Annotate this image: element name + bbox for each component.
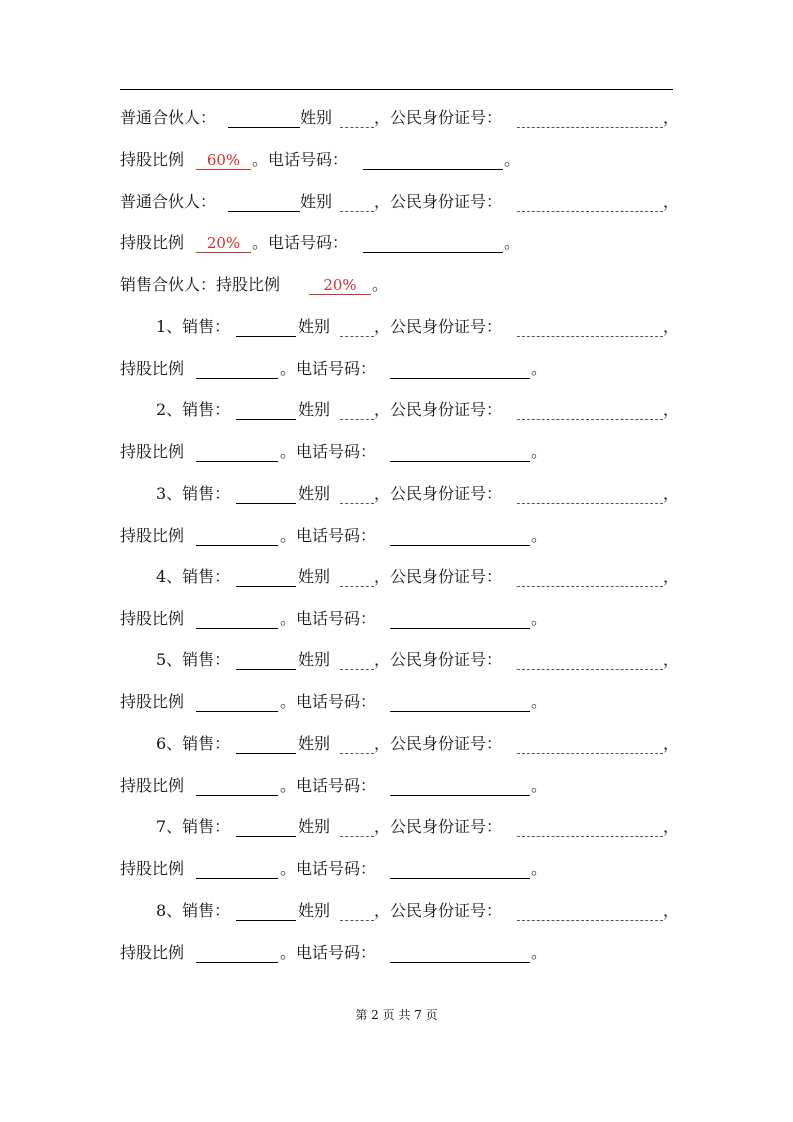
id-number-field[interactable] — [517, 814, 663, 837]
sales-label: 4、销售： — [156, 567, 231, 586]
period: 。 — [531, 526, 548, 545]
share-label: 持股比例 — [120, 859, 185, 878]
general-partner-label: 普通合伙人： — [120, 192, 217, 211]
id-number-field[interactable] — [517, 564, 663, 587]
sales-label: 7、销售： — [156, 817, 231, 836]
phone-field[interactable] — [390, 439, 530, 462]
comma: ， — [663, 817, 680, 836]
comma: ， — [663, 650, 680, 669]
gender-field[interactable] — [340, 397, 374, 420]
id-label: ，公民身份证号： — [374, 650, 503, 669]
comma: ， — [663, 484, 680, 503]
sales-partner-line — [0, 272, 793, 298]
phone-label: 。电话号码： — [252, 150, 349, 169]
phone-label: 。电话号码： — [280, 943, 377, 962]
gender-label: 姓别 — [298, 317, 331, 336]
phone-field[interactable] — [390, 523, 530, 546]
gender-field[interactable] — [340, 314, 374, 337]
sales-entry-7-line1 — [0, 814, 793, 840]
gender-field[interactable] — [340, 481, 374, 504]
gender-label: 姓别 — [298, 567, 331, 586]
phone-label: 。电话号码： — [280, 859, 377, 878]
share-value: 20% — [206, 234, 241, 252]
phone-field[interactable] — [363, 230, 503, 253]
id-label: ，公民身份证号： — [374, 108, 503, 127]
sales-partner-label: 销售合伙人：持股比例 — [120, 275, 281, 294]
share-field[interactable] — [196, 523, 278, 546]
name-field[interactable] — [236, 564, 296, 587]
name-field[interactable] — [228, 189, 300, 212]
sales-entry-5-line2 — [0, 689, 793, 715]
gender-label: 姓别 — [298, 650, 331, 669]
gender-field[interactable] — [340, 647, 374, 670]
sales-label: 8、销售： — [156, 901, 231, 920]
sales-label: 2、销售： — [156, 400, 231, 419]
sales-label: 1、销售： — [156, 317, 231, 336]
period: 。 — [531, 609, 548, 628]
sales-label: 3、销售： — [156, 484, 231, 503]
share-field[interactable] — [196, 230, 251, 253]
id-label: ，公民身份证号： — [374, 400, 503, 419]
sales-entry-8-line1 — [0, 898, 793, 924]
name-field[interactable] — [236, 397, 296, 420]
period: 。 — [531, 359, 548, 378]
gender-field[interactable] — [340, 105, 374, 128]
comma: ， — [663, 400, 680, 419]
period: 。 — [531, 692, 548, 711]
sales-entry-1-line1 — [0, 314, 793, 340]
comma: ， — [663, 192, 680, 211]
id-number-field[interactable] — [517, 189, 663, 212]
id-number-field[interactable] — [517, 898, 663, 921]
id-label: ，公民身份证号： — [374, 734, 503, 753]
share-label: 持股比例 — [120, 150, 185, 169]
sales-share-value: 20% — [323, 276, 357, 294]
comma: ， — [663, 901, 680, 920]
general-partner-1-line2 — [0, 147, 793, 173]
phone-label: 。电话号码： — [280, 609, 377, 628]
header-rule — [120, 89, 673, 90]
general-partner-label: 普通合伙人： — [120, 108, 217, 127]
gender-field[interactable] — [340, 731, 374, 754]
general-partner-2-line1 — [0, 189, 793, 215]
comma: ， — [663, 108, 680, 127]
period: 。 — [372, 275, 389, 294]
phone-label: 。电话号码： — [280, 776, 377, 795]
gender-label: 姓别 — [300, 108, 333, 127]
id-label: ，公民身份证号： — [374, 484, 503, 503]
sales-entry-4-line2 — [0, 606, 793, 632]
sales-entry-2-line1 — [0, 397, 793, 423]
gender-field[interactable] — [340, 189, 374, 212]
id-number-field[interactable] — [517, 314, 663, 337]
sales-entry-1-line2 — [0, 356, 793, 382]
gender-field[interactable] — [340, 564, 374, 587]
share-value: 60% — [206, 151, 241, 169]
id-label: ，公民身份证号： — [374, 192, 503, 211]
sales-entry-4-line1 — [0, 564, 793, 590]
period: 。 — [504, 150, 521, 169]
share-label: 持股比例 — [120, 776, 185, 795]
gender-label: 姓别 — [298, 817, 331, 836]
gender-label: 姓别 — [300, 192, 333, 211]
phone-field[interactable] — [390, 356, 530, 379]
page-footer: 第 2 页 共 7 页 — [355, 1008, 438, 1022]
name-field[interactable] — [228, 105, 300, 128]
gender-field[interactable] — [340, 898, 374, 921]
id-label: ，公民身份证号： — [374, 817, 503, 836]
share-field[interactable] — [196, 856, 278, 879]
phone-label: 。电话号码： — [280, 692, 377, 711]
name-field[interactable] — [236, 814, 296, 837]
phone-label: 。电话号码： — [280, 526, 377, 545]
name-field[interactable] — [236, 898, 296, 921]
share-field[interactable] — [196, 773, 278, 796]
share-field[interactable] — [196, 689, 278, 712]
sales-entry-6-line1 — [0, 731, 793, 757]
sales-entry-5-line1 — [0, 647, 793, 673]
sales-entry-7-line2 — [0, 856, 793, 882]
phone-field[interactable] — [363, 147, 503, 170]
period: 。 — [531, 776, 548, 795]
sales-entry-8-line2 — [0, 940, 793, 966]
share-field[interactable] — [196, 147, 251, 170]
gender-label: 姓别 — [298, 400, 331, 419]
sales-entry-6-line2 — [0, 773, 793, 799]
phone-field[interactable] — [390, 940, 530, 963]
gender-label: 姓别 — [298, 484, 331, 503]
phone-label: 。电话号码： — [280, 442, 377, 461]
name-field[interactable] — [236, 481, 296, 504]
id-number-field[interactable] — [517, 647, 663, 670]
id-label: ，公民身份证号： — [374, 901, 503, 920]
share-field[interactable] — [196, 439, 278, 462]
share-label: 持股比例 — [120, 233, 185, 252]
share-field[interactable] — [196, 940, 278, 963]
name-field[interactable] — [236, 647, 296, 670]
period: 。 — [531, 442, 548, 461]
id-label: ，公民身份证号： — [374, 317, 503, 336]
general-partner-1-line1 — [0, 105, 793, 131]
id-number-field[interactable] — [517, 105, 663, 128]
comma: ， — [663, 317, 680, 336]
phone-field[interactable] — [390, 856, 530, 879]
id-number-field[interactable] — [517, 397, 663, 420]
period: 。 — [531, 859, 548, 878]
share-field[interactable] — [196, 606, 278, 629]
phone-label: 。电话号码： — [280, 359, 377, 378]
id-number-field[interactable] — [517, 731, 663, 754]
share-label: 持股比例 — [120, 943, 185, 962]
general-partner-2-line2 — [0, 230, 793, 256]
share-field[interactable] — [196, 356, 278, 379]
sales-entry-3-line2 — [0, 523, 793, 549]
sales-label: 5、销售： — [156, 650, 231, 669]
sales-label: 6、销售： — [156, 734, 231, 753]
comma: ， — [663, 567, 680, 586]
period: 。 — [504, 233, 521, 252]
gender-label: 姓别 — [298, 734, 331, 753]
share-label: 持股比例 — [120, 442, 185, 461]
comma: ， — [663, 734, 680, 753]
period: 。 — [531, 943, 548, 962]
sales-entry-2-line2 — [0, 439, 793, 465]
phone-field[interactable] — [390, 606, 530, 629]
name-field[interactable] — [236, 314, 296, 337]
gender-label: 姓别 — [298, 901, 331, 920]
phone-field[interactable] — [390, 773, 530, 796]
name-field[interactable] — [236, 731, 296, 754]
share-label: 持股比例 — [120, 359, 185, 378]
share-label: 持股比例 — [120, 526, 185, 545]
share-label: 持股比例 — [120, 692, 185, 711]
sales-share-field[interactable] — [309, 272, 371, 295]
id-label: ，公民身份证号： — [374, 567, 503, 586]
sales-entry-3-line1 — [0, 481, 793, 507]
gender-field[interactable] — [340, 814, 374, 837]
id-number-field[interactable] — [517, 481, 663, 504]
share-label: 持股比例 — [120, 609, 185, 628]
phone-field[interactable] — [390, 689, 530, 712]
phone-label: 。电话号码： — [252, 233, 349, 252]
